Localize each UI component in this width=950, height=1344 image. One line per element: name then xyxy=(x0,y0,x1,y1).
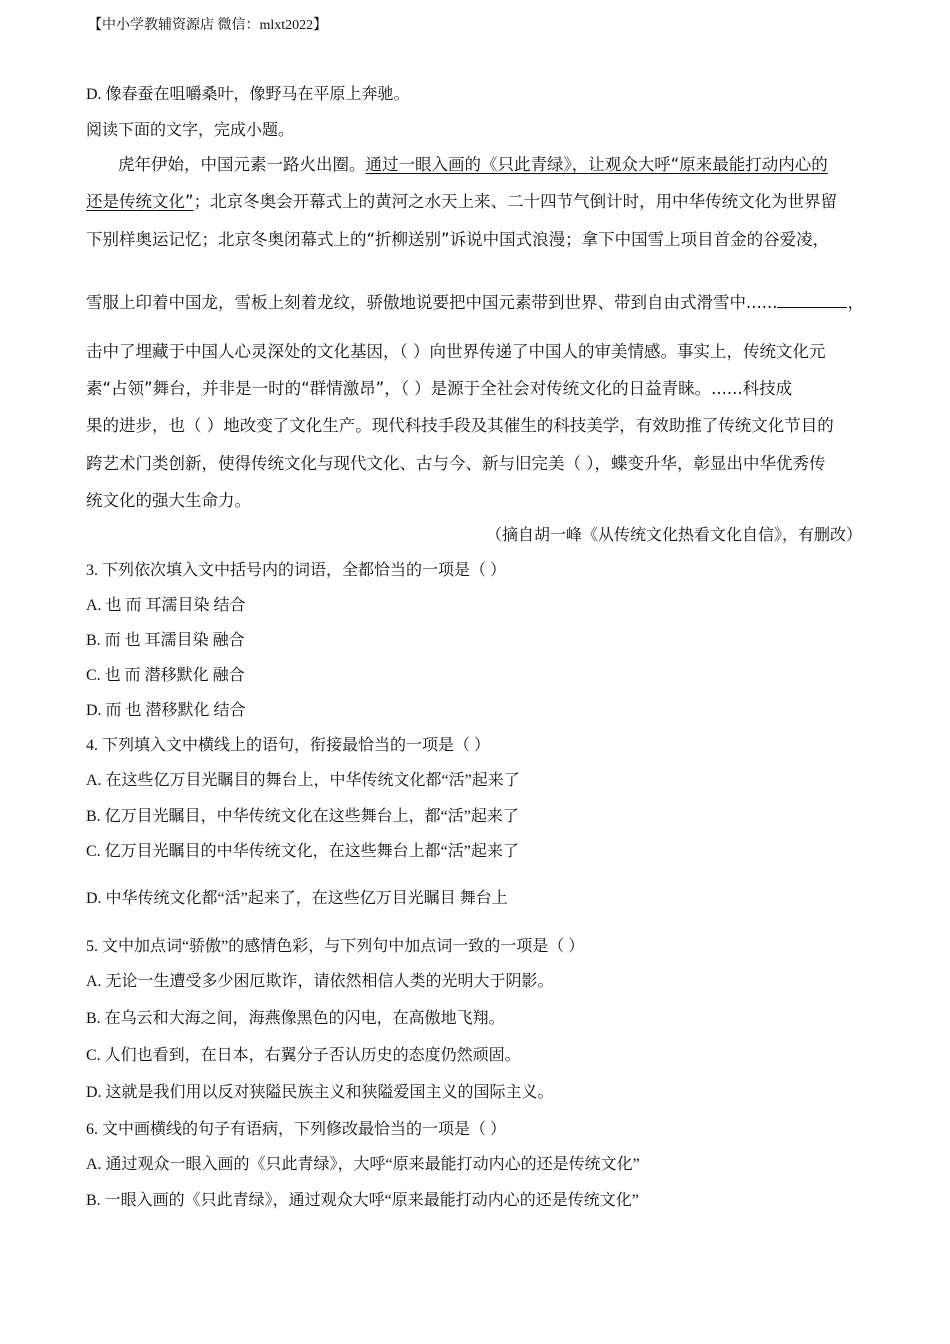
reading-instruction: 阅读下面的文字，完成小题。 xyxy=(86,122,295,139)
dotted-word-jiaoao: 骄傲 xyxy=(366,293,400,312)
option-d: D. 这就是我们用以反对狭隘民族主义和狭隘爱国主义的国际主义。 xyxy=(86,1084,554,1101)
question-stem: 6. 文中画横线的句子有语病，下列修改最恰当的一项是（ ） xyxy=(86,1121,507,1138)
option-b: B. 亿万目光瞩目，中华传统文化在这些舞台上，都“活”起来了 xyxy=(86,808,519,825)
underlined-sentence-part-1: 通过一眼入画的《只此青绿》，让观众大呼“原来最能打动内心的 xyxy=(365,155,828,174)
passage-line-2: 还是传统文化”；北京冬奥会开幕式上的黄河之水天上来、二十四节气倒计时，用中华传统文化为世界留 xyxy=(86,192,838,211)
underlined-sentence-part-2: 还是传统文化” xyxy=(86,192,194,211)
option-b: B. 而 也 耳濡目染 融合 xyxy=(86,632,245,649)
fill-in-blank-line xyxy=(777,295,847,308)
option-b: B. 在乌云和大海之间，海燕像黑色的闪电，在高傲地飞翔。 xyxy=(86,1010,505,1027)
question-stem: 5. 文中加点词“骄傲”的感情色彩，与下列句中加点词一致的一项是（ ） xyxy=(86,938,585,955)
passage-source: （摘自胡一峰《从传统文化热看文化自信》，有删改） xyxy=(485,527,862,544)
option-d: D. 中华传统文化都“活”起来了，在这些亿万目光瞩目 舞台上 xyxy=(86,890,508,907)
option-a: A. 通过观众一眼入画的《只此青绿》，大呼“原来最能打动内心的还是传统文化” xyxy=(86,1156,640,1173)
option-a: A. 在这些亿万目光瞩目的舞台上，中华传统文化都“活”起来了 xyxy=(86,772,520,789)
option-c: C. 人们也看到，在日本，右翼分子否认历史的态度仍然顽固。 xyxy=(86,1047,521,1064)
passage-line-1 xyxy=(118,151,862,175)
passage-line-5: 击中了埋藏于中国人心灵深处的文化基因，（ ）向世界传递了中国人的审美情感。事实上，传统文化元 xyxy=(86,342,826,361)
passage-line-3: 下别样奥运记忆；北京冬奥闭幕式上的“折柳送别”诉说中国式浪漫；拿下中国雪上项目首金的谷爱凌， xyxy=(86,230,830,249)
q2-option-d: D. 像春蚕在咀嚼桑叶，像野马在平原上奔驰。 xyxy=(86,86,410,103)
option-a: A. 也 而 耳濡目染 结合 xyxy=(86,597,246,614)
question-stem: 4. 下列填入文中横线上的语句，衔接最恰当的一项是（ ） xyxy=(86,737,491,754)
question-stem: 3. 下列依次填入文中括号内的词语，全都恰当的一项是（ ） xyxy=(86,562,507,579)
option-b: B. 一眼入画的《只此青绿》，通过观众大呼“原来最能打动内心的还是传统文化” xyxy=(86,1192,639,1209)
option-d: D. 而 也 潜移默化 结合 xyxy=(86,702,246,719)
passage-line-9: 统文化的强大生命力。 xyxy=(86,491,251,510)
passage-opening: 虎年伊始，中国元素一路火出圈。 xyxy=(118,155,366,174)
passage-line-4: 雪服上印着中国龙，雪板上刻着龙纹，骄傲地说要把中国元素带到世界、带到自由式滑雪中...... ， xyxy=(86,293,864,312)
passage-line-8: 跨艺术门类创新，使得传统文化与现代文化、古与今、新与旧完美（ ），蝶变升华，彰显出中华优秀传 xyxy=(86,454,826,473)
option-c: C. 亿万目光瞩目的中华传统文化，在这些舞台上都“活”起来了 xyxy=(86,843,519,860)
option-a: A. 无论一生遭受多少困厄欺诈，请依然相信人类的光明大于阴影。 xyxy=(86,973,554,990)
page-header-watermark: 【中小学教辅资源店 微信：mlxt2022】 xyxy=(88,18,328,33)
passage-line-6: 素“占领”舞台，并非是一时的“群情激昂”，（ ）是源于全社会对传统文化的日益青睐。......科技成 xyxy=(86,379,793,398)
passage-line-7: 果的进步，也（ ）地改变了文化生产。现代科技手段及其催生的科技美学，有效助推了传统文化节目的 xyxy=(86,416,834,435)
option-c: C. 也 而 潜移默化 融合 xyxy=(86,667,245,684)
